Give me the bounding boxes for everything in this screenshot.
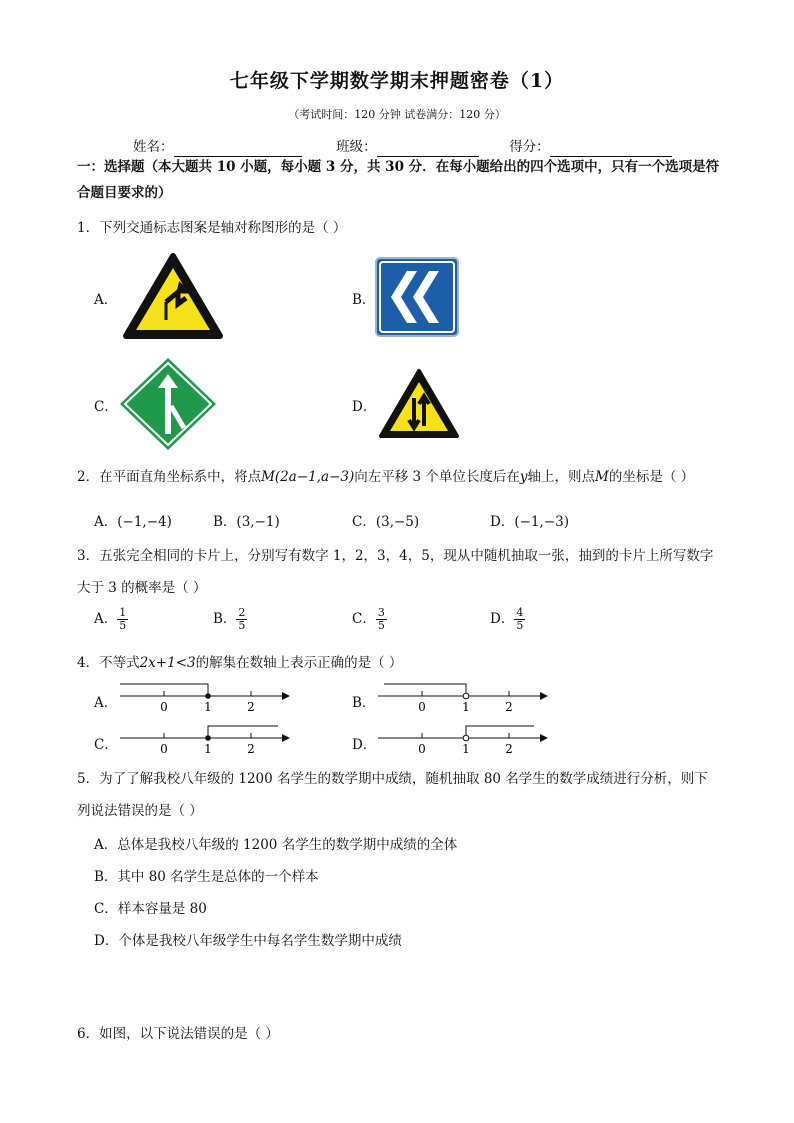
q4-stem: 4．不等式2x+1<3的解集在数轴上表示正确的是（ ）: [77, 655, 403, 671]
q5-option-c: C．样本容量是 80: [94, 901, 207, 917]
q2-stem: 2．在平面直角坐标系中，将点M(2a−1,a−3)向左平移 3 个单位长度后在y轴上，则点M的坐标是（ ）: [77, 469, 695, 485]
q2-axis-name: y: [519, 469, 528, 485]
winding-road-sign-icon: [122, 252, 224, 340]
q3-option-b: B． $\frac{2}{5}$: [213, 606, 246, 632]
q4-option-c-label: C．: [94, 737, 118, 753]
q5-option-a: A．总体是我校八年级的 1200 名学生的数学期中成绩的全体: [94, 837, 458, 853]
q3-stem-line2: 大于 3 的概率是（ ）: [77, 580, 207, 596]
page-title: 七年级下学期数学期末押题密卷（1）: [229, 70, 565, 92]
number-line-a: [118, 680, 298, 716]
tick-label: 1: [204, 742, 212, 756]
q2-option-d: D．(−1,−3): [490, 514, 569, 530]
tick-label: 0: [160, 742, 168, 756]
name-label: 姓名：: [133, 139, 174, 155]
number-line-d: [376, 722, 556, 758]
tick-label: 2: [247, 700, 255, 714]
q5-option-b: B．其中 80 名学生是总体的一个样本: [94, 869, 319, 885]
tick-label: 1: [462, 742, 470, 756]
two-way-traffic-sign-icon: [378, 368, 460, 440]
q5-option-d: D．个体是我校八年级学生中每名学生数学期中成绩: [94, 933, 402, 949]
section-heading-cont: 合题目要求的）: [77, 185, 172, 201]
section-heading: 一：选择题（本大题共 10 小题，每小题 3 分，共 30 分．在每小题给出的四个选项中，只有一个选项是符: [77, 159, 720, 175]
number-line-c: [118, 722, 298, 758]
tick-label: 0: [418, 742, 426, 756]
q2-option-b: B．(3,−1): [213, 514, 280, 530]
q4-option-d-label: D．: [352, 737, 377, 753]
q3-option-d: D． $\frac{4}{5}$: [490, 606, 524, 632]
tick-label: 2: [247, 742, 255, 756]
q4-inequality: 2x+1<3: [139, 655, 196, 671]
tick-label: 2: [505, 742, 513, 756]
q4-option-b-label: B．: [352, 695, 376, 711]
tick-label: 1: [462, 700, 470, 714]
q4-option-a-label: A．: [94, 695, 118, 711]
merge-lane-sign-icon: [118, 356, 218, 452]
class-blank: [377, 142, 479, 157]
exam-info: （考试时间：120 分钟 试卷满分：120 分）: [288, 108, 506, 121]
number-line-b: [376, 680, 556, 716]
score-label: 得分：: [509, 139, 550, 155]
q5-stem-line2: 列说法错误的是（ ）: [77, 803, 203, 819]
q1-option-d-label: D．: [352, 399, 377, 415]
q2-option-c: C．(3,−5): [352, 514, 420, 530]
q6-stem: 6．如图，以下说法错误的是（ ）: [77, 1026, 279, 1042]
student-info-row: [133, 137, 672, 157]
tick-label: 0: [418, 700, 426, 714]
q2-point-expression: M(2a−1,a−3): [261, 469, 355, 485]
name-blank: [174, 142, 302, 157]
q3-option-c: C． $\frac{3}{5}$: [352, 606, 385, 632]
class-label: 班级：: [336, 139, 377, 155]
q2-point-name: M: [595, 469, 609, 485]
tick-label: 1: [204, 700, 212, 714]
q2-option-a: A．(−1,−4): [94, 514, 172, 530]
q3-option-a: A． $\frac{1}{5}$: [94, 606, 127, 632]
left-chevron-sign-icon: [375, 257, 459, 337]
tick-label: 2: [505, 700, 513, 714]
q1-option-c-label: C．: [94, 399, 118, 415]
q5-stem-line1: 5．为了了解我校八年级的 1200 名学生的数学期中成绩，随机抽取 80 名学生的数学成绩进行分析，则下: [77, 771, 708, 787]
tick-label: 0: [160, 700, 168, 714]
q3-stem-line1: 3．五张完全相同的卡片上，分别写有数字 1，2，3，4，5，现从中随机抽取一张，抽到的卡片上所写数字: [77, 548, 714, 564]
score-blank: [550, 142, 672, 157]
q1-option-a-label: A．: [94, 292, 118, 308]
q1-option-b-label: B．: [352, 292, 376, 308]
q1-stem: 1．下列交通标志图案是轴对称图形的是（ ）: [77, 220, 347, 236]
